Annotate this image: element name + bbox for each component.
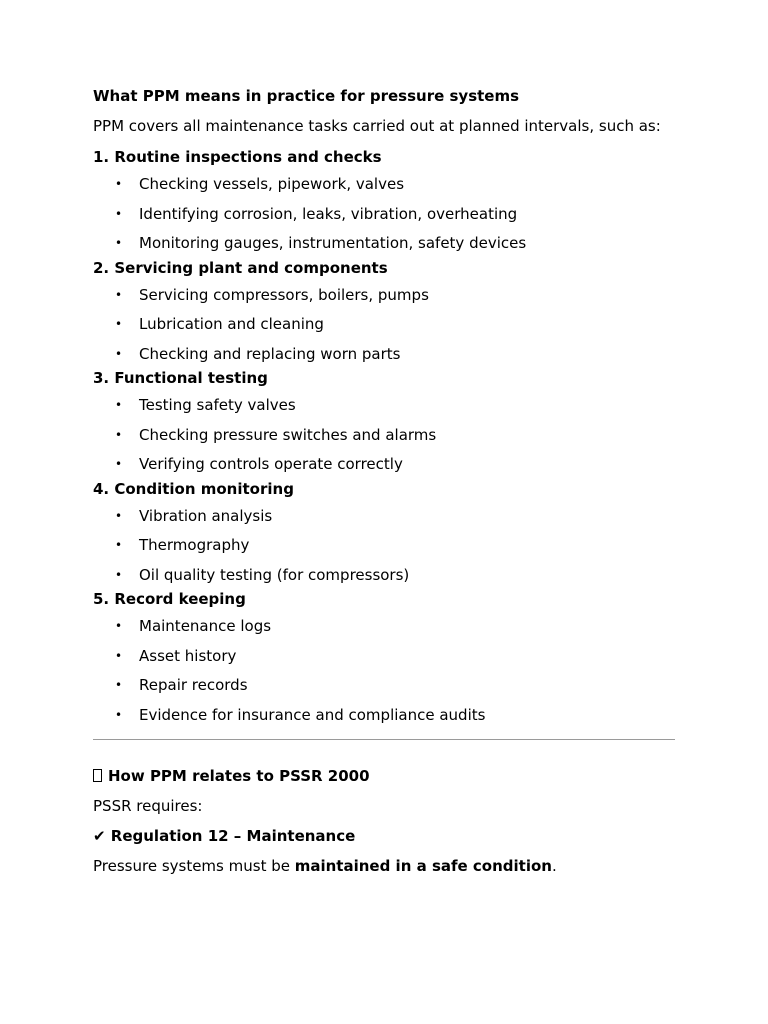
section-list-5 [93,609,675,727]
list-item: • Oil quality testing (for compressors) [115,565,410,584]
list-item: • Identifying corrosion, leaks, vibration, overheating [115,204,518,223]
bullet-icon: • [115,567,123,582]
list-item: • Servicing compressors, boilers, pumps [115,285,429,304]
intro-paragraph: PPM covers all maintenance tasks carried out at planned intervals, such as: [93,117,661,135]
bullet-icon: • [115,177,123,191]
pssr-heading: How PPM relates to PSSR 2000 [93,766,675,786]
section-list-3 [93,388,675,477]
section-title-4: 4. Condition monitoring [93,479,294,498]
list-item: • Asset history [115,646,237,665]
list-item: • Lubrication and cleaning [115,315,324,333]
regulation-heading: ✔ Regulation 12 – Maintenance [93,827,356,845]
list-item: • Vibration analysis [115,506,273,525]
bullet-icon: • [115,619,123,633]
bullet-icon: • [115,678,123,692]
list-item: • Repair records [115,676,248,694]
bullet-icon: • [115,206,123,221]
bullet-icon: • [115,346,123,361]
list-item: • Evidence for insurance and compliance audits [115,705,486,724]
section-title-5: 5. Record keeping [93,590,246,608]
list-item: • Monitoring gauges, instrumentation, safety devices [115,234,527,252]
section-title-1: 1. Routine inspections and checks [93,148,382,166]
bullet-icon: • [115,287,123,302]
list-item: • Maintenance logs [115,617,272,635]
section-list-4 [93,499,675,588]
bullet-icon: • [115,457,123,471]
list-item: • Thermography [115,536,250,554]
bullet-icon: • [115,508,123,523]
pssr-statement: Pressure systems must be maintained in a safe condition. [93,857,557,875]
list-item: • Checking pressure switches and alarms [115,425,437,444]
document-content [93,86,675,875]
section-title-2: 2. Servicing plant and components [93,258,388,277]
bullet-icon: • [115,398,123,412]
section-list-1 [93,167,675,256]
bullet-icon: • [115,317,123,331]
bullet-icon: • [115,538,123,552]
bullet-icon: • [115,707,123,722]
bullet-icon: • [115,236,123,250]
list-item: • Verifying controls operate correctly [115,455,403,473]
list-item: • Testing safety valves [115,396,296,414]
list-item: • Checking and replacing worn parts [115,344,401,363]
section-title-3: 3. Functional testing [93,369,268,387]
horizontal-divider [93,739,675,740]
missing-glyph-icon [93,769,102,782]
bullet-icon: • [115,648,123,663]
section-list-2 [93,278,675,367]
bullet-icon: • [115,427,123,442]
list-item: • Checking vessels, pipework, valves [115,175,405,193]
document-title: What PPM means in practice for pressure systems [93,87,520,105]
pssr-requires-text: PSSR requires: [93,797,203,815]
